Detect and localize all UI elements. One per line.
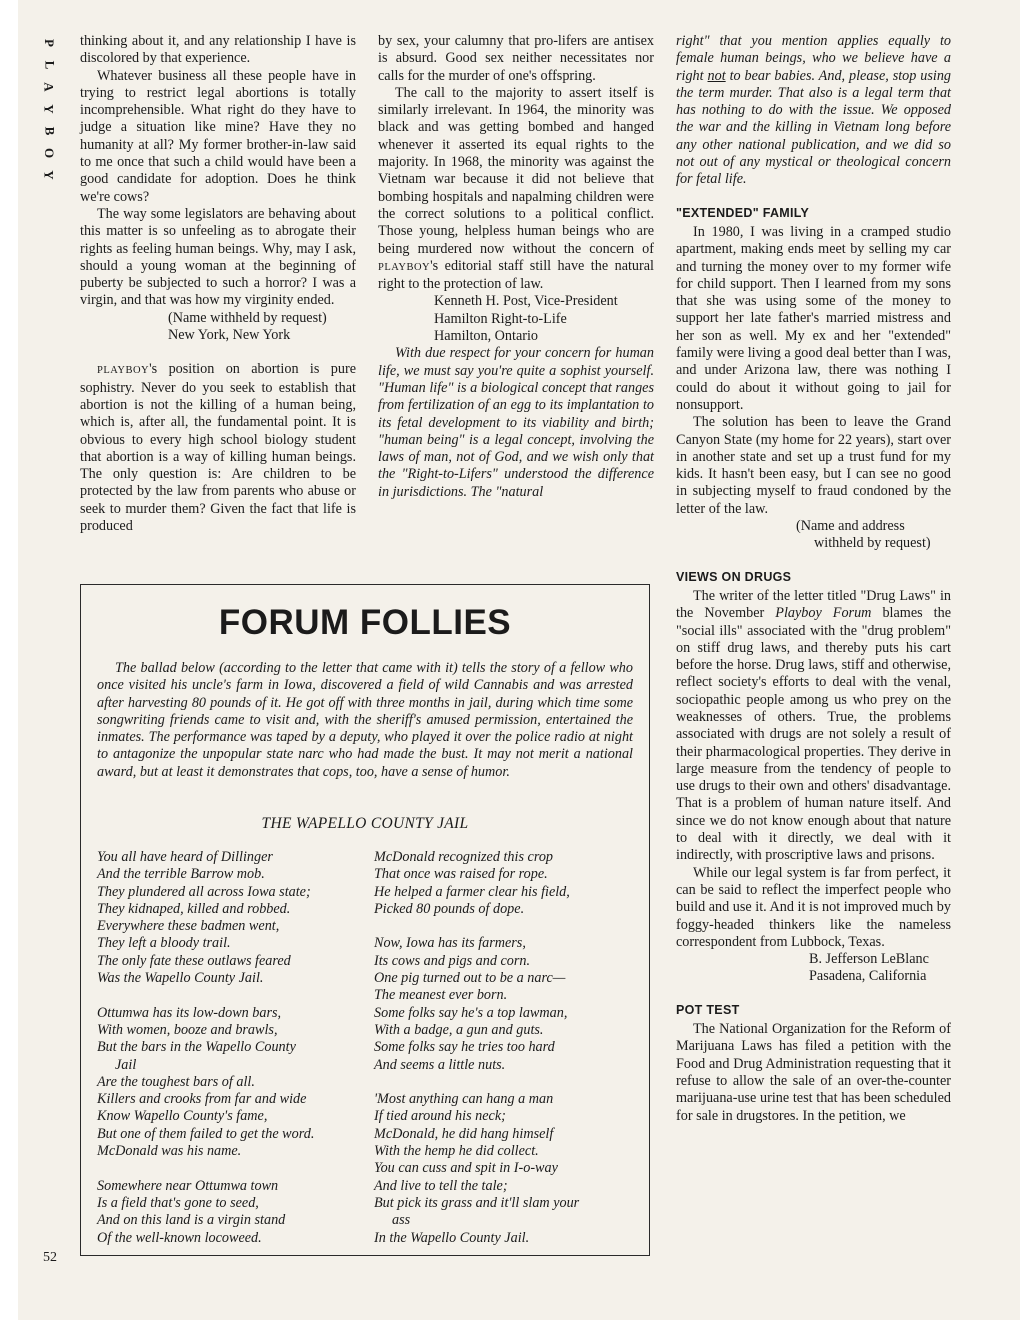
poem-line: And live to tell the tale; (374, 1177, 508, 1194)
poem-line: Jail (115, 1056, 137, 1073)
poem-line: Some folks say he tries too hard (374, 1039, 555, 1056)
logo-letter: A (41, 82, 57, 92)
signature-name: Kenneth H. Post, Vice-President (434, 293, 618, 310)
signature-name: B. Jefferson LeBlanc (809, 951, 929, 968)
paragraph-text: 's editorial staff still have the natural right to the protection of law. (378, 257, 654, 293)
poem-line: 'Most anything can hang a man (374, 1091, 554, 1108)
poem-stanza (374, 935, 636, 1073)
letter-paragraph: Whatever business all these people have in trying to restrict legal abortions is totally incomprehensible. What right do they have to judge a situation like mine? Have they no humanity at all? My former brother-in-law said to me once that such a child would have been a good candidate for adoption. Does he think we're cows? (80, 67, 356, 205)
poem-title: THE WAPELLO COUNTY JAIL (261, 815, 469, 832)
poem-line: You can cuss and spit in I-o-way (374, 1160, 558, 1177)
poem-stanza (374, 849, 636, 918)
poem-line: McDonald recognized this crop (374, 849, 554, 865)
logo-letter: B (41, 126, 57, 136)
signature-organization: Hamilton Right-to-Life (434, 310, 567, 327)
poem-line: They plundered all across Iowa state; (97, 883, 311, 900)
poem-line: McDonald, he did hang himself (374, 1125, 554, 1142)
letter-paragraph: In 1980, I was living in a cramped studio apartment, making ends meet by selling my car and turning the money over to my former wife for child support. Then I learned from my sons that she was using some of the money to support her late father's married mistress and her son as well. My ex and her "extended" family were living a good deal better than I was, and under Arizona law, there was nothing I could do about it without going to jail for nonsupport. (676, 223, 951, 413)
letter-paragraph: thinking about it, and any relationship I have is discolored by that experience. (80, 33, 356, 67)
letter-paragraph: The way some legislators are behaving about this matter is so unfeeling as to abrogate their rights as feeling human beings. Why, may I ask, should a young woman at the beginning of puberty be subjected to such a horror? I was a virgin, and that was how my virginity ended. (80, 205, 356, 309)
reply-text: to bear babies. And, please, stop using the term murder. That also is a legal term that has nothing to do with the issue. We opposed the war and the killing in Vietnam long before any other national publication, and we did so not out of any mystical or theological concern for fetal life. (676, 67, 952, 188)
poem-line: If tied around his neck; (374, 1108, 506, 1125)
poem-line: Now, Iowa has its farmers, (374, 935, 526, 952)
poem-line: Its cows and pigs and corn. (374, 952, 531, 969)
poem-line: And on this land is a virgin stand (97, 1212, 286, 1229)
forum-follies-box (80, 584, 650, 1256)
poem-line: Ottumwa has its low-down bars, (97, 1004, 282, 1021)
poem-line: But the bars in the Wapello County (97, 1039, 296, 1056)
follies-title: FORUM FOLLIES (218, 603, 512, 642)
signature-name: (Name withheld by request) (168, 309, 327, 326)
poem-line: Know Wapello County's fame, (97, 1108, 268, 1125)
poem-line: That once was raised for rope. (374, 866, 548, 883)
poem-line: And the terrible Barrow mob. (97, 866, 265, 883)
letter-paragraph: by sex, your calumny that pro-lifers are antisex is absurd. Good sex neither necessitates nor calls for the murder of one's offspring. (378, 33, 654, 84)
poem-line: One pig turned out to be a narc— (374, 970, 566, 987)
poem-line: Everywhere these badmen went, (97, 918, 280, 935)
page-number: 52 (43, 1250, 57, 1265)
poem-stanza (374, 1091, 636, 1247)
poem-line: Picked 80 pounds of dope. (374, 900, 525, 917)
paragraph-text: blames the "social ills" associated with the "drug problem" on stiff drug laws, and thereby puts his cart before the horse. Drug laws, stiff and otherwise, reflect society's efforts to deal with the venal, sociopathic people among us who prey on the weaknesses of others. True, the problems associated with drugs are not solely a result of their pharmacological properties. They derive in large measure from the tendency of people to use drugs to their own and others' disadvantage. That is a problem of human nature itself. And since we do not know enough about that nature to deal with it directly, we deal with it indirectly, with proscriptive laws and prisons. (676, 605, 951, 864)
follies-intro: The ballad below (according to the letter that came with it) tells the story of a fellow who once visited his uncle's farm in Iowa, discovered a field of wild Cannabis and was arrested after harvesting 80 pounds of it. He got off with three months in jail, during which time some songwriting friends came to visit and, with the sheriff's amused permission, entertained the inmates. The performance was taped by a deputy, who played it over the police radio at night to antagonize the unpopular state narc who had made the bust. It may not merit a national award, but at least it demonstrates that cops, too, have a sense of humor. (97, 660, 633, 780)
letter-paragraph (676, 588, 951, 865)
poem-line: Of the well-known locoweed. (97, 1229, 262, 1246)
editor-reply: With due respect for your concern for human life, we must say you're quite a sophist yourself. "Human life" is a biological concept that ranges from fertilization of an egg to its implantation to its fetal development to its viability and birth; "human being" is a legal concept, involving the laws of man, not of God, and we wish only that the "Right-to-Lifers" understood the difference in jurisdictions. The "natural (378, 345, 654, 500)
signature-name: (Name and address (796, 518, 905, 535)
poem-line: In the Wapello County Jail. (374, 1229, 530, 1246)
playboy-smallcaps: PLAYBOY (378, 261, 431, 273)
poem-line: Was the Wapello County Jail. (97, 970, 264, 987)
section-heading-pot-test: POT TEST (676, 1002, 740, 1017)
editor-reply (676, 33, 951, 189)
poem-line: Is a field that's gone to seed, (97, 1194, 259, 1211)
section-heading-views-on-drugs: VIEWS ON DRUGS (676, 569, 792, 584)
poem-line: They left a bloody trail. (97, 935, 231, 952)
logo-letter: P (41, 39, 57, 47)
poem-line: But pick its grass and it'll slam your (374, 1194, 580, 1211)
paragraph-text: The writer of the letter titled "Drug Laws" in the November (676, 587, 951, 622)
poem-line: With the hemp he did collect. (374, 1143, 539, 1160)
poem-line: But one of them failed to get the word. (97, 1125, 315, 1142)
logo-letter: O (42, 147, 57, 159)
poem-stanza (97, 849, 359, 987)
poem-stanza (97, 1005, 359, 1161)
poem-line: ass (392, 1212, 411, 1229)
poem-line: Some folks say he's a top lawman, (374, 1004, 568, 1021)
reply-text: right" that you mention applies equally to female human beings, who we believe have a right (676, 33, 951, 84)
reply-emphasis: not (707, 67, 726, 84)
paragraph-text: 's position on abortion is pure sophistry. Never do you seek to establish that abortion is not the killing of a human being, which is, after all, the fundamental point. It is obvious to every high school biology student that abortion is a way of killing human beings. The only question is: Are children to be protected by the law from parents who abuse or seek to murder them? Given the fact that life is produced (80, 361, 356, 535)
poem-line: He helped a farmer clear his field, (374, 883, 570, 900)
logo-letter: L (41, 60, 57, 70)
poem-line: The meanest ever born. (374, 987, 508, 1004)
poem-line: With women, booze and brawls, (97, 1021, 278, 1038)
poem-line: Somewhere near Ottumwa town (97, 1177, 279, 1194)
poem-line: You all have heard of Dillinger (97, 849, 273, 865)
column-2 (378, 33, 654, 501)
poem-stanza (97, 1178, 359, 1247)
letter-signature (676, 518, 951, 553)
publication-name: Playboy Forum (775, 605, 872, 622)
poem-line: And seems a little nuts. (374, 1056, 506, 1073)
poem-column-left (97, 849, 359, 1264)
signature-location: New York, New York (168, 327, 291, 344)
poem-line: Are the toughest bars of all. (97, 1073, 255, 1090)
logo-letter: Y (41, 170, 57, 180)
playboy-smallcaps: PLAYBOY (97, 365, 150, 377)
letter-signature (80, 310, 356, 345)
letter-paragraph (378, 85, 654, 294)
letter-paragraph: The solution has been to leave the Grand Canyon State (my home for 22 years), start over in another state and set up a trust fund for my kids. It hasn't been easy, but I can see no good in subjecting myself to fraud condoned by the letter of the law. (676, 414, 951, 517)
signature-location: Hamilton, Ontario (434, 328, 539, 345)
signature-location: Pasadena, California (809, 968, 927, 985)
signature-name: withheld by request) (814, 535, 931, 552)
letter-paragraph (80, 361, 356, 535)
column-1 (80, 33, 356, 535)
poem-line: McDonald was his name. (97, 1143, 242, 1160)
poem-line: The only fate these outlaws feared (97, 952, 291, 969)
letter-paragraph: The National Organization for the Reform of Marijuana Laws has filed a petition with the Food and Drug Administration requesting that it refuse to allow the sale of an over-the-counter marijuana-use urine test that has been scheduled for sale in drugstores. In the petition, we (676, 1021, 951, 1124)
poem-column-right (374, 849, 636, 1264)
poem-line: They kidnaped, killed and robbed. (97, 900, 291, 917)
poem-line: With a badge, a gun and guts. (374, 1021, 544, 1038)
paragraph-text: The call to the majority to assert itself is similarly irrelevant. In 1964, the minority was black and was getting bombed and hanged whenever it asserted its equal rights to the majority. In 1968, the minority was against the Vietnam war because it did not believe that bombing hospitals and napalming children were the correct solutions to a political conflict. Those young, helpless human beings who are being murdered now without the concern of (378, 84, 654, 257)
column-3 (676, 33, 951, 1125)
side-logo (38, 35, 60, 183)
logo-letter: Y (41, 104, 57, 114)
letter-paragraph: While our legal system is far from perfect, it can be said to reflect the imperfect people who build and use it. And it is not improved much by foggy-headed thinkers like the nameless correspondent from Lubbock, Texas. (676, 864, 951, 950)
poem-line: Killers and crooks from far and wide (97, 1091, 307, 1108)
section-heading-extended-family: "EXTENDED" FAMILY (676, 205, 810, 220)
letter-signature (676, 951, 951, 986)
letter-signature (378, 293, 654, 345)
